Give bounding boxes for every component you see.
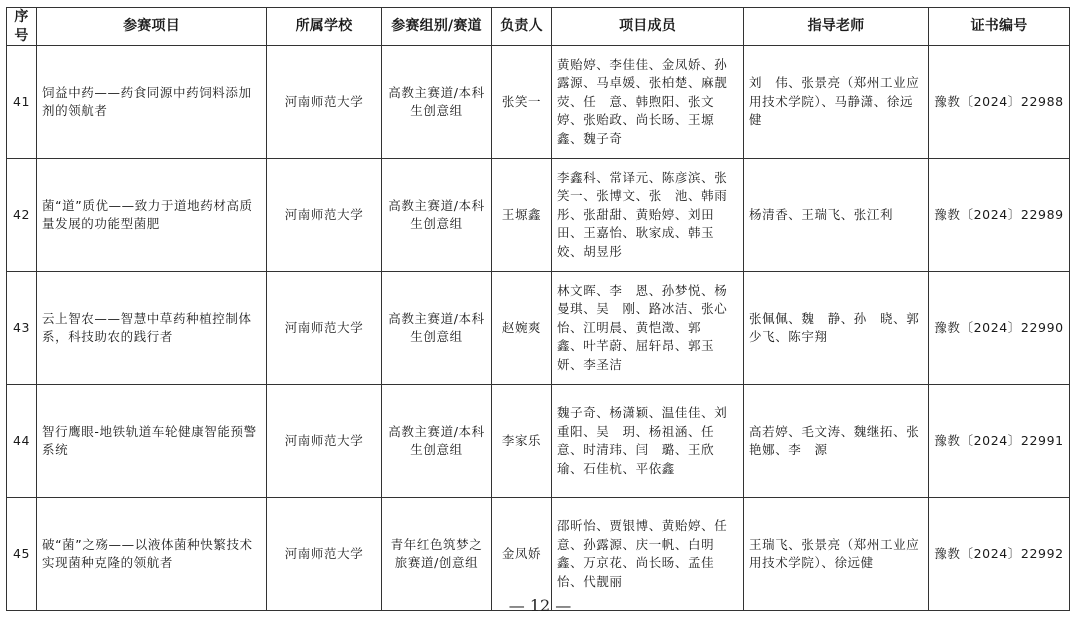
project-name: 菌“道”质优——致力于道地药材高质量发展的功能型菌肥 bbox=[37, 159, 267, 272]
certificate-number: 豫教〔2024〕22988 bbox=[929, 46, 1070, 159]
leader-name: 王塬鑫 bbox=[492, 159, 552, 272]
table-row bbox=[7, 46, 1070, 159]
project-name: 饲益中药——药食同源中药饲料添加剂的领航者 bbox=[37, 46, 267, 159]
certificate-number: 豫教〔2024〕22989 bbox=[929, 159, 1070, 272]
header-advisors: 指导老师 bbox=[744, 8, 929, 46]
header-project: 参赛项目 bbox=[37, 8, 267, 46]
header-leader: 负责人 bbox=[492, 8, 552, 46]
track-group: 高教主赛道/本科生创意组 bbox=[382, 385, 492, 498]
track-group: 高教主赛道/本科生创意组 bbox=[382, 46, 492, 159]
table-row bbox=[7, 272, 1070, 385]
advisor-list: 张佩佩、魏 静、孙 晓、郭少飞、陈宇翔 bbox=[744, 272, 929, 385]
row-number: 45 bbox=[7, 498, 37, 611]
row-number: 43 bbox=[7, 272, 37, 385]
certificate-number: 豫教〔2024〕22990 bbox=[929, 272, 1070, 385]
header-members: 项目成员 bbox=[552, 8, 744, 46]
project-name: 破“菌”之殇——以液体菌种快繁技术实现菌种克隆的领航者 bbox=[37, 498, 267, 611]
member-list: 黄贻婷、李佳佳、金凤娇、孙露源、马卓媛、张柏楚、麻靓荧、任 意、韩煦阳、张文婷、张贻政、尚长旸、王塬鑫、魏子奇 bbox=[552, 46, 744, 159]
row-number: 42 bbox=[7, 159, 37, 272]
leader-name: 李家乐 bbox=[492, 385, 552, 498]
header-no: 序号 bbox=[7, 8, 37, 46]
member-list: 邵昕怡、贾银博、黄贻婷、任 意、孙露源、庆一帆、白明鑫、万京花、尚长旸、孟佳怡、代靓丽 bbox=[552, 498, 744, 611]
school-name: 河南师范大学 bbox=[267, 272, 382, 385]
school-name: 河南师范大学 bbox=[267, 498, 382, 611]
header-cert: 证书编号 bbox=[929, 8, 1070, 46]
member-list: 李鑫科、常译元、陈彦滨、张笑一、张博文、张 池、韩雨彤、张甜甜、黄贻婷、刘田田、王嘉怡、耿家成、韩玉姣、胡昱彤 bbox=[552, 159, 744, 272]
table-row bbox=[7, 498, 1070, 611]
row-number: 44 bbox=[7, 385, 37, 498]
leader-name: 张笑一 bbox=[492, 46, 552, 159]
school-name: 河南师范大学 bbox=[267, 385, 382, 498]
header-row bbox=[7, 8, 1070, 46]
advisor-list: 杨清香、王瑞飞、张江利 bbox=[744, 159, 929, 272]
project-name: 云上智农——智慧中草药种植控制体系，科技助农的践行者 bbox=[37, 272, 267, 385]
school-name: 河南师范大学 bbox=[267, 159, 382, 272]
track-group: 高教主赛道/本科生创意组 bbox=[382, 272, 492, 385]
member-list: 魏子奇、杨潇颖、温佳佳、刘重阳、吴 玥、杨祖涵、任 意、时清玮、闫 璐、王欣瑜、石佳杭、平依鑫 bbox=[552, 385, 744, 498]
advisor-list: 高若婷、毛文涛、魏继拓、张艳娜、李 源 bbox=[744, 385, 929, 498]
advisor-list: 王瑞飞、张景亮（郑州工业应用技术学院）、徐远健 bbox=[744, 498, 929, 611]
table-row bbox=[7, 385, 1070, 498]
award-table bbox=[6, 7, 1070, 611]
certificate-number: 豫教〔2024〕22991 bbox=[929, 385, 1070, 498]
advisor-list: 刘 伟、张景亮（郑州工业应用技术学院）、马静潇、徐远健 bbox=[744, 46, 929, 159]
leader-name: 赵婉爽 bbox=[492, 272, 552, 385]
page-number: — 12 — bbox=[508, 596, 572, 615]
header-track: 参赛组别/赛道 bbox=[382, 8, 492, 46]
table-row bbox=[7, 159, 1070, 272]
certificate-number: 豫教〔2024〕22992 bbox=[929, 498, 1070, 611]
member-list: 林文晖、李 恩、孙梦悦、杨曼琪、吴 刚、路冰洁、张心怡、江明晨、黄恺澂、郭 鑫、叶芊蔚、屈轩昂、郭玉妍、李圣洁 bbox=[552, 272, 744, 385]
school-name: 河南师范大学 bbox=[267, 46, 382, 159]
header-school: 所属学校 bbox=[267, 8, 382, 46]
track-group: 高教主赛道/本科生创意组 bbox=[382, 159, 492, 272]
project-name: 智行鹰眼-地铁轨道车轮健康智能预警系统 bbox=[37, 385, 267, 498]
track-group: 青年红色筑梦之旅赛道/创意组 bbox=[382, 498, 492, 611]
row-number: 41 bbox=[7, 46, 37, 159]
leader-name: 金凤娇 bbox=[492, 498, 552, 611]
